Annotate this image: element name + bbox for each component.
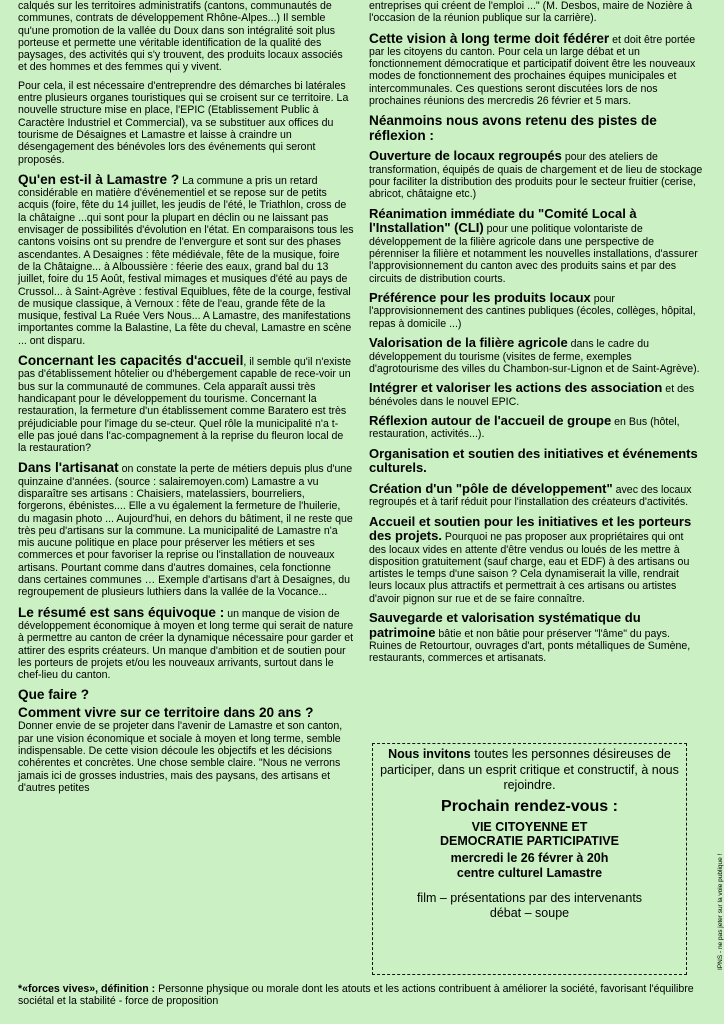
accueil-projets-heading: Accueil et soutien pour les initiatives et les porteurs des projets. bbox=[369, 513, 692, 544]
lamastre-text: La commune a pris un retard considérable en matière d'événementiel et se repose sur de petits acquis (foire, fête du 14 juillet, les jeudis de l'été, le Triathlon, cross de la châtaigne ...qui sont pour la plupart en déclin ou ne laissant pas envisager de possibilités d'évolution en l'état. En comparaisons tous les cantons voisins ont su prendre de l'envergure et sont sur des phases ascendantes. A Desaignes : fête médiévale, fête de la musique, foire de la Châtaigne... à Alboussière : féerie des eaux, grand bal du 13 juillet, foire du 15 Août, festival mimages et musiques d'été au pays de Crussol... à Saint-Agrève : festival Equiblues, fête de la courge, festival de musique classique, à Vernoux : fête de l'eau, grande fête de la musique, festival La Ruée Vers Nous... A Lamastre, des manifestations importantes comme la Balastine, La fête du cheval, Lamastre en scène ... ont disparu. bbox=[18, 174, 354, 347]
produits-heading: Préférence pour les produits locaux bbox=[369, 289, 591, 305]
resume-heading: Le résumé est sans équivoque : bbox=[18, 604, 225, 620]
accueil-heading: Concernant les capacités d'accueil bbox=[18, 353, 244, 369]
artisanat-section bbox=[18, 460, 354, 598]
event-date: mercredi le 26 févrer à 20h bbox=[450, 850, 609, 865]
resume-section bbox=[18, 605, 354, 682]
next-meeting-heading: Prochain rendez-vous : bbox=[441, 797, 618, 815]
quote-continuation: entreprises qui créent de l'emploi ..." (M. Desbos, maire de Nozière à l'occasion de la réunion publique sur la carrière). bbox=[369, 0, 693, 25]
accueil-text: , il semble qu'il n'existe pas d'établissement hôtelier ou d'hébergement capable de rece-voir un bus sur la communauté de communes. Cela apparaît aussi très handicapant pour le développement du tourisme. Concernant la restauration, la fermeture d'un établissement comme Baratero est très préjudiciable pour l'image du se-cteur. Quel rôle la municipalité n'a t-elle pas joué dans l'ac-compagnement à la reprise du fleuron local de la restauration? bbox=[18, 356, 352, 455]
event-title-line1: VIE CITOYENNE ET bbox=[471, 819, 588, 834]
artisanat-text: on constate la perte de métiers depuis plus d'une quinzaine d'années. (source : salairemoyen.com) Lamastre a vu disparaître ses artisans : Chaisiers, matelassiers, bourreliers, forgerons, ébénistes.... Elle a vu également la fermeture de l'huilerie, du magasin photo ... Aujourd'hui, en dehors du bâtiment, il ne reste que très peu d'artisans sur la commune. La municipalité de Lamastre n'a mis aucune politique en place pour préserver les métiers et ses commerces et pour favoriser la reprise ou l'installation de nouveaux artisans. Pourtant comme dans d'autres domaines, cela fonctionne dans certaines communes … Exemple d'artisans d'art à Desaignes, du regroupement de plusieurs luthiers dans la vallée de la Vocance... bbox=[18, 463, 353, 599]
invitation-bold: Nous invitons bbox=[388, 747, 471, 761]
invitation-box bbox=[372, 743, 687, 975]
left-column bbox=[18, 0, 354, 800]
produits-text: pour l'approvisionnement des cantines publiques (écoles, collèges, hôpital, repas à domicile ...) bbox=[369, 292, 696, 330]
intro-paragraph: calqués sur les territoires administratifs (cantons, communautés de communes, contrats de développement Rhône-Alpes...) Il semble qu'une promotion de la vallée du Doux dans son intégralité soit plus porteuse et permette une véritable identification de la qualité des paysages, des activités qui s'y trouvent, des produits locaux associés et des hommes et des femmes qui y vivent. bbox=[18, 0, 343, 74]
invitation-rest: toutes les personnes désireuses de participer, dans un esprit critique et constructif, à nous rejoindre. bbox=[380, 747, 679, 792]
event-title-line2: DEMOCRATIE PARTICIPATIVE bbox=[440, 833, 619, 848]
pole-text: avec des locaux regroupés et à tarif réduit pour l'installation des créateurs d'activités. bbox=[369, 483, 692, 509]
association-text: et des bénévoles dans le nouvel EPIC. bbox=[369, 383, 695, 408]
accueil-projets-item bbox=[369, 515, 703, 605]
patrimoine-text: bâtie et non bâtie pour préserver "l'âme" du pays. Ruines de Retourtour, ouvrages d'art, ponts métalliques de Sumène, restaurants, commerces et artisanats. bbox=[369, 627, 691, 665]
locaux-heading: Ouverture de locaux regroupés bbox=[369, 148, 562, 164]
agricole-item bbox=[369, 336, 703, 375]
event-program-line1: film – présentations par des intervenants bbox=[416, 890, 643, 905]
event-place: centre culturel Lamastre bbox=[456, 865, 603, 880]
artisanat-heading: Dans l'artisanat bbox=[18, 460, 119, 476]
groupe-text: en Bus (hôtel, restauration, activités...). bbox=[369, 415, 680, 441]
produits-item bbox=[369, 291, 703, 330]
cli-item bbox=[369, 207, 703, 285]
accueil-section bbox=[18, 353, 354, 454]
pistes-heading: Néanmoins nous avons retenu des pistes de réflexion : bbox=[369, 113, 657, 144]
vivre-heading: Comment vivre sur ce territoire dans 20 ans ? bbox=[18, 705, 314, 721]
epic-paragraph: Pour cela, il est nécessaire d'entreprendre des démarches bi latérales entre plusieurs organes touristiques qui se croisent sur ce territoire. La nouvelle structure mise en place, l'EPIC (Etablissement Public à Caractère Industriel et Commercial), va se substituer aux offices du tourisme de Désaignes et Lamastre et laisse à craindre un désengagement des bénévoles lors des événements qui seront proposés. bbox=[18, 79, 349, 166]
lamastre-heading: Qu'en est-il à Lamastre ? bbox=[18, 171, 180, 187]
patrimoine-heading: Sauvegarde et valorisation systématique du patrimoine bbox=[369, 610, 641, 640]
ipns-side-note bbox=[705, 760, 724, 970]
footnote-text: Personne physique ou morale dont les atouts et les actions contribuent à améliorer la société, favorisant l'équilibre sociétal et la stabilité - force de proposition bbox=[18, 983, 694, 1008]
vision-text: et doit être portée par les citoyens du canton. Pour cela un large débat et un fonctionnement démocratique et participatif doivent être les nouveaux modes de fonctionnement des prochaines équipes municipales et intercommunales. Ces questions seront discutées lors de nos prochaines réunions des mercredis 26 février et 5 mars. bbox=[369, 33, 696, 108]
footnote-term: *«forces vives», définition : bbox=[18, 983, 156, 995]
footnote bbox=[18, 983, 708, 1008]
invitation-text bbox=[373, 747, 686, 794]
vivre-text: Donner envie de se projeter dans l'avenir de Lamastre et son canton, par une vision économique et sociale à moyen et long terme, semble indispensable. De cette vision découle les objectifs et les décisions cohérentes et concrètes. Une chose semble claire. "Nous ne verrons jamais ici de grosses industries, mais des paysans, des artisans et d'autres petites bbox=[18, 720, 343, 794]
culturel-heading: Organisation et soutien des initiatives et événements culturels. bbox=[369, 445, 698, 476]
que-faire-heading: Que faire ? bbox=[18, 687, 90, 703]
patrimoine-item bbox=[369, 611, 703, 665]
locaux-text: pour des ateliers de transformation, équipés de quais de chargement et de lieu de stockage pour faciliter la distribution des produits pour le secteur fruitier (cerise, abricot, châtaigne etc.) bbox=[369, 151, 703, 201]
pole-item bbox=[369, 482, 703, 509]
event-program-line2: débat – soupe bbox=[489, 905, 570, 920]
accueil-projets-text: Pourquoi ne pas proposer aux propriétaires qui ont des locaux vides en attente d'être vendus ou loués de les mettre à disposition gratuitement (sauf charge, eau et EDF) à des artisans ou artistes le temps d'une saison ? Cela dynamiserait la ville, rendrait leurs locaux plus attractifs et permettrait à ces artisans ou artistes d'avoir pignon sur rue et de se faire connaître. bbox=[369, 531, 690, 605]
agricole-text: dans le cadre du développement du tourisme (visites de ferme, exemples d'agrotourisme des villes du Chambon-sur-Lignon et de Saint-Agrève). bbox=[369, 338, 700, 375]
association-heading: Intégrer et valoriser les actions des association bbox=[369, 380, 663, 396]
vision-heading: Cette vision à long terme doit fédérer bbox=[369, 30, 610, 46]
vision-section bbox=[369, 31, 703, 108]
lamastre-section bbox=[18, 172, 354, 347]
cli-heading: Réanimation immédiate du "Comité Local à l'Installation" (CLI) bbox=[369, 205, 637, 236]
association-item bbox=[369, 381, 703, 408]
locaux-item bbox=[369, 149, 703, 200]
groupe-item bbox=[369, 414, 703, 441]
agricole-heading: Valorisation de la filière agricole bbox=[369, 335, 568, 351]
cli-text: pour une politique volontariste de développement de la filière agricole dans une perspective de pérenniser la filière et notamment les nouvelles installations, d'assurer l'approvisionnement du canton avec des produits sains et par des circuits de distribution courts. bbox=[369, 223, 698, 285]
groupe-heading: Réflexion autour de l'accueil de groupe bbox=[369, 412, 612, 428]
right-column bbox=[369, 0, 703, 671]
pole-heading: Création d'un "pôle de développement" bbox=[369, 480, 613, 496]
resume-text: un manque de vision de développement économique à moyen et long terme qui serait de nature à permettre au canton de créer la dynamique nécessaire pour garder et attirer des esprits créateurs. Un manque d'ambition et de soutien pour les porteurs de projets et/ou les nouveaux arrivants, surtout dans le chef-lieu du canton. bbox=[18, 607, 354, 682]
ipns-text: IPNS - ne pas jeter sur la voie publique ! bbox=[717, 853, 724, 970]
